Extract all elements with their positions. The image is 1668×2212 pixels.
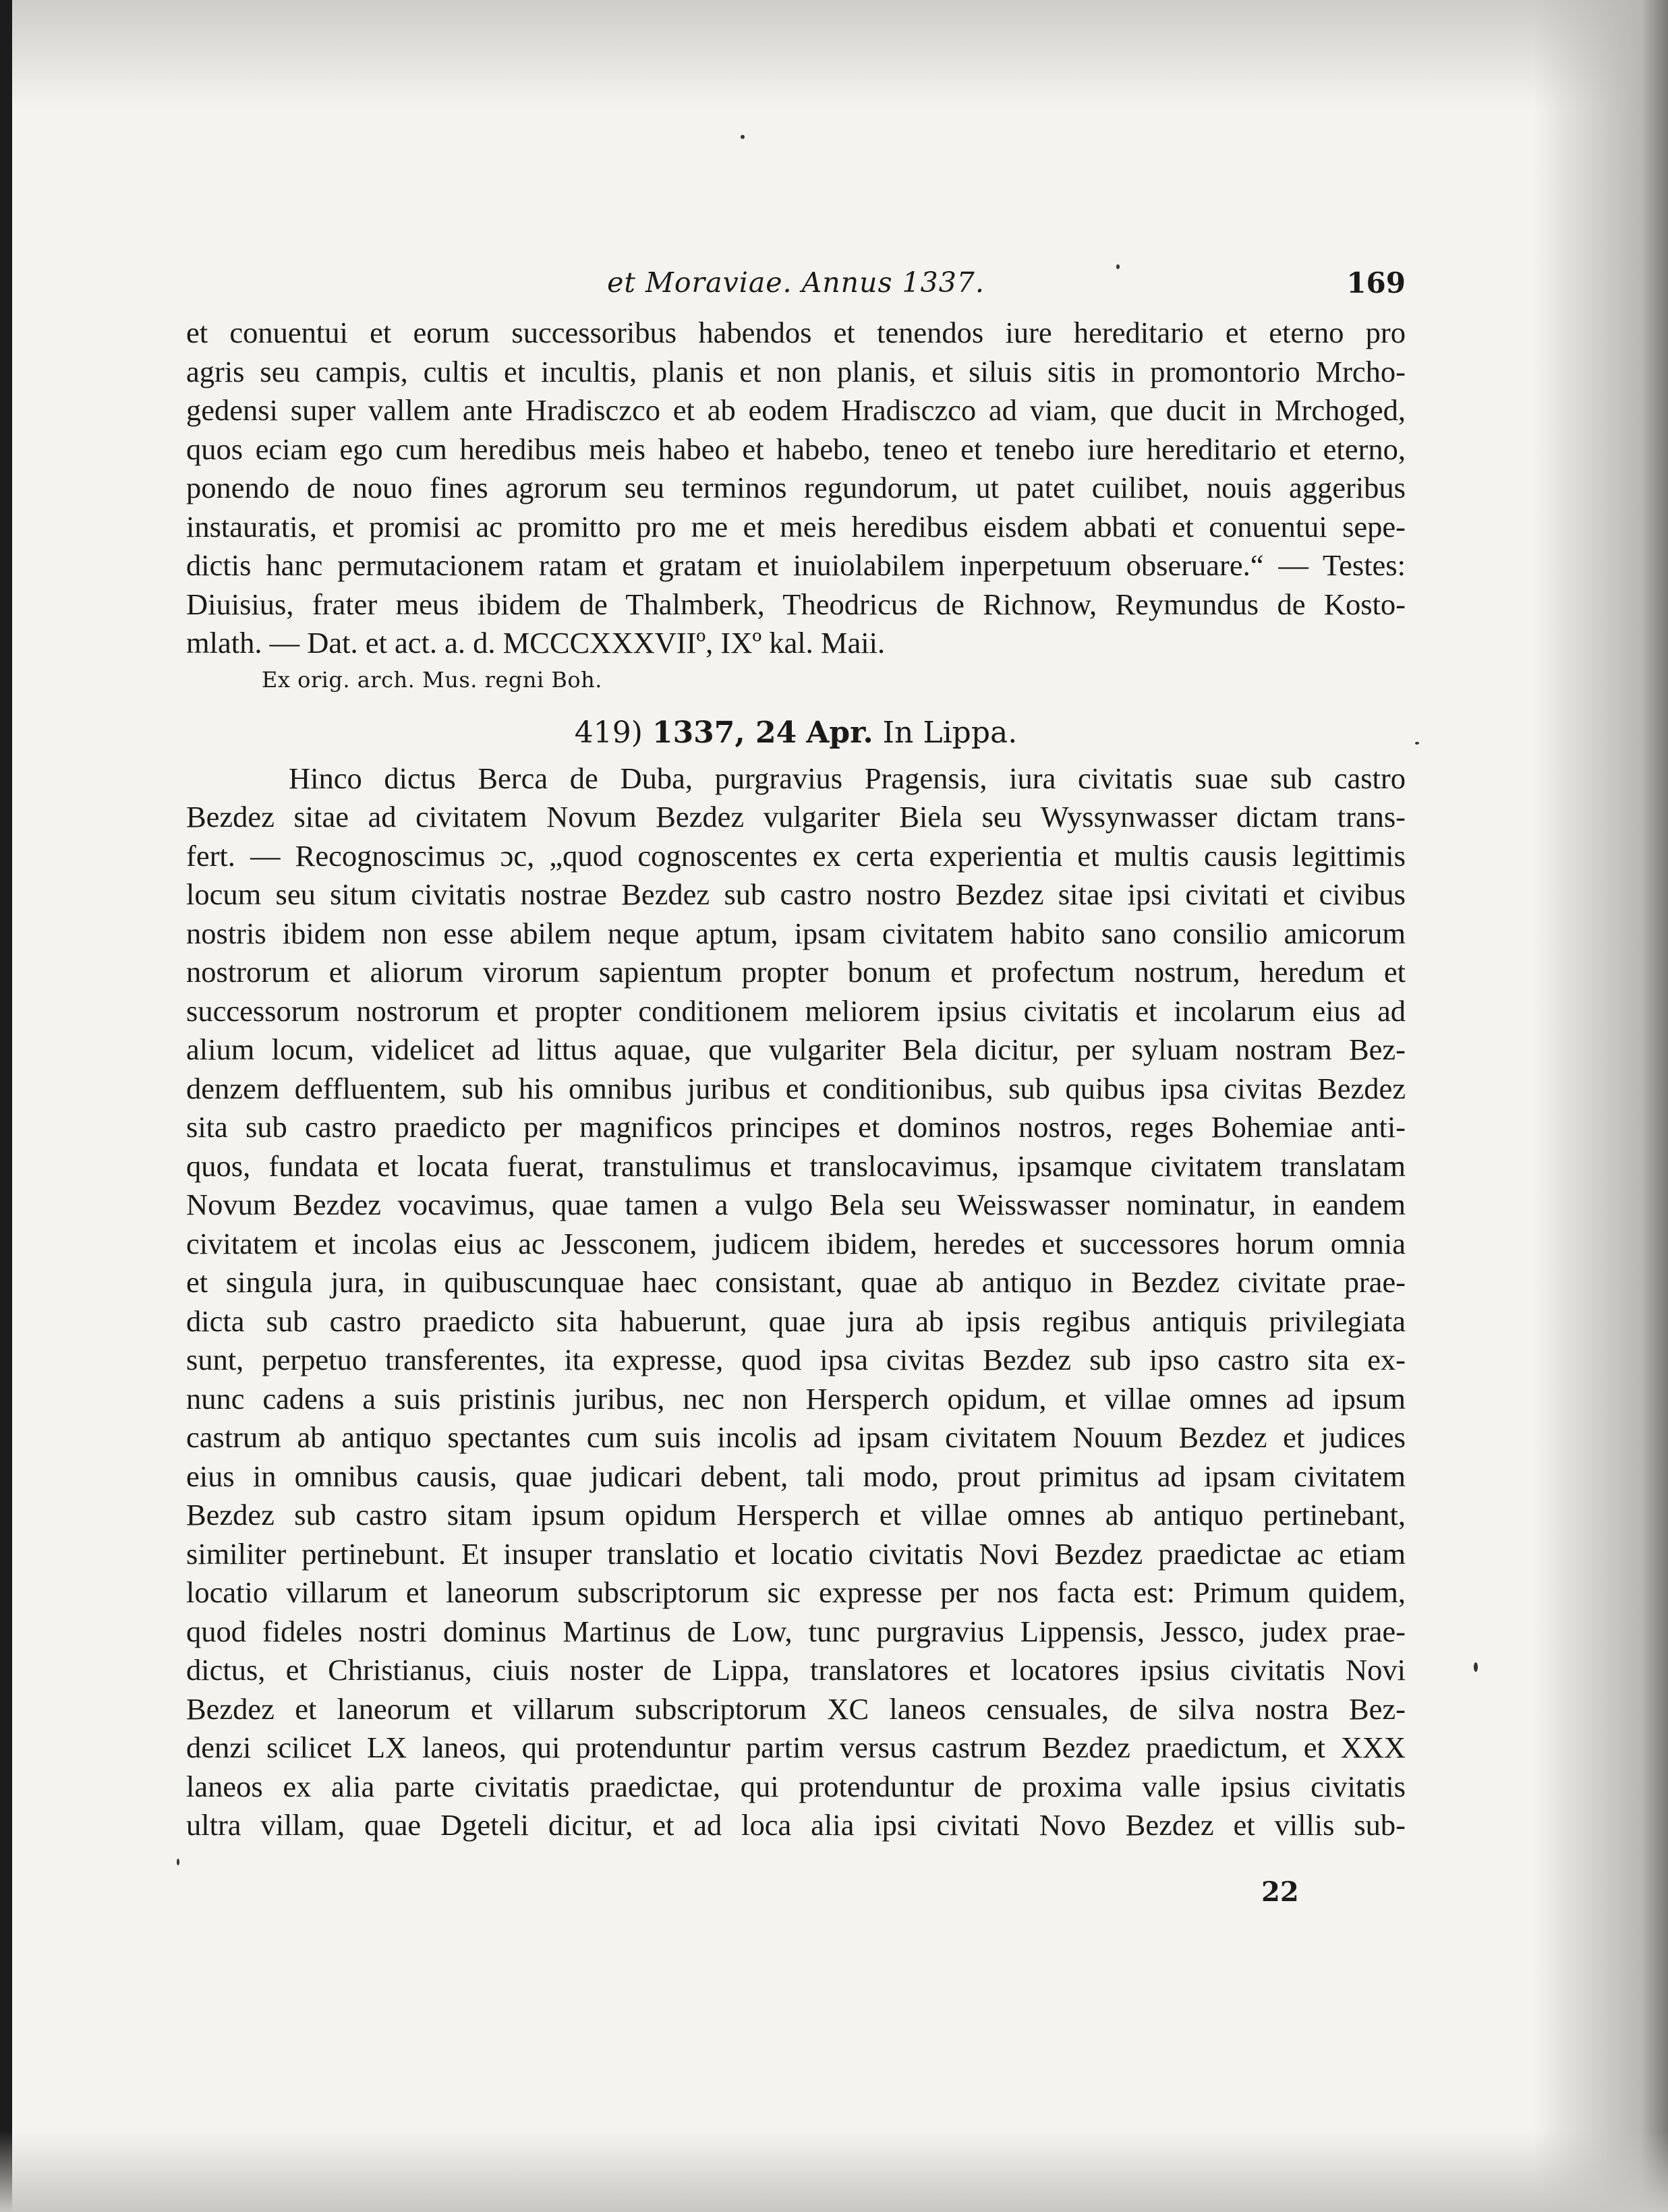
- running-title: et Moraviae. Annus 1337.: [607, 266, 985, 299]
- scan-speck: [1415, 742, 1419, 745]
- text-line: dictus, et Christianus, ciuis noster de Lippa, translatores et locatores ipsius civitatis Novi: [186, 1653, 1406, 1687]
- text-line: nunc cadens a suis pristinis juribus, nec non Hersperch opidum, et villae omnes ad ipsum: [186, 1381, 1406, 1416]
- text-line: locum seu situm civitatis nostrae Bezdez sub castro nostro Bezdez sitae ipsi civitati et civibus: [186, 877, 1406, 911]
- text-line: castrum ab antiquo spectantes cum suis incolis ad ipsam civitatem Nouum Bezdez et judices: [186, 1420, 1406, 1454]
- text-line: successorum nostrorum et propter conditionem meliorem ipsius civitatis et incolarum eius ad: [186, 993, 1406, 1028]
- text-line: Bezdez sub castro sitam ipsum opidum Hersperch et villae omnes ab antiquo pertinebant,: [186, 1498, 1406, 1532]
- text-line: agris seu campis, cultis et incultis, planis et non planis, et siluis sitis in promontorio Mrcho-: [186, 354, 1406, 388]
- text-line: Diuisius, frater meus ibidem de Thalmberk, Theodricus de Richnow, Reymundus de Kosto-: [186, 587, 1406, 621]
- printed-page: [186, 266, 1406, 1845]
- text-line: fert. — Recognoscimus ɔc, „quod cognoscentes ex certa experientia et multis causis legittimis: [186, 838, 1406, 873]
- document-date: 1337, 24: [652, 715, 797, 750]
- document-place: In Lippa.: [882, 715, 1018, 750]
- scan-speck: [177, 1859, 179, 1865]
- text-line: nostris ibidem non esse abilem neque aptum, ipsam civitatem habito sano consilio amicorum: [186, 916, 1406, 950]
- text-line: alium locum, videlicet ad littus aquae, que vulgariter Bela dicitur, per syluam nostram Bez-: [186, 1032, 1406, 1066]
- scan-edge-left: [0, 0, 12, 2212]
- text-line: locatio villarum et laneorum subscriptorum sic expresse per nos facta est: Primum quidem,: [186, 1575, 1406, 1609]
- text-line: sita sub castro praedicto per magnificos principes et dominos nostros, reges Bohemiae anti-: [186, 1110, 1406, 1144]
- scan-speck: [741, 135, 745, 139]
- document-month: Apr.: [806, 715, 873, 750]
- running-head: [186, 266, 1406, 314]
- text-line: quos eciam ego cum heredibus meis habeo et habebo, teneo et tenebo iure hereditario et eterno,: [186, 432, 1406, 466]
- text-line: dictis hanc permutacionem ratam et gratam et inuiolabilem inperpetuum obseruare.“ — Testes:: [186, 548, 1406, 582]
- text-line: et conuentui et eorum successoribus habendos et tenendos iure hereditario et eterno pro: [186, 316, 1406, 349]
- text-line: denzi scilicet LX laneos, qui protenduntur partim versus castrum Bezdez praedictum, et XXX: [186, 1730, 1406, 1764]
- document-heading: [186, 716, 1406, 750]
- page-number: 169: [1346, 266, 1406, 299]
- text-line: similiter pertinebunt. Et insuper translatio et locatio civitatis Novi Bezdez praedictae ac etiam: [186, 1536, 1406, 1571]
- text-line: Novum Bezdez vocavimus, quae tamen a vulgo Bela seu Weisswasser nominatur, in eandem: [186, 1188, 1406, 1221]
- scan-shadow-bottom: [0, 2131, 1668, 2212]
- text-line: civitatem et incolas eius ac Jessconem, judicem ibidem, heredes et successores horum omnia: [186, 1226, 1406, 1260]
- text-line: Bezdez et laneorum et villarum subscriptorum XC laneos censuales, de silva nostra Bez-: [186, 1691, 1406, 1726]
- text-line: Hinco dictus Berca de Duba, purgravius Pragensis, iura civitatis suae sub castro: [289, 761, 1406, 795]
- text-line: nostrorum et aliorum virorum sapientum propter bonum et profectum nostrum, heredum et: [186, 955, 1406, 989]
- scan-shadow-right: [1533, 0, 1668, 2212]
- text-line: dicta sub castro praedicto sita habuerunt, quae jura ab ipsis regibus antiquis privilegiata: [186, 1304, 1406, 1338]
- text-line: et singula jura, in quibuscunquae haec consistant, quae ab antiquo in Bezdez civitate prae-: [186, 1265, 1406, 1299]
- text-line: denzem deffluentem, sub his omnibus juribus et conditionibus, sub quibus ipsa civitas Bezdez: [186, 1071, 1406, 1105]
- charter-body: [186, 759, 1406, 1845]
- scan-shadow-top: [0, 0, 1668, 108]
- source-note: Ex orig. arch. Mus. regni Boh.: [262, 666, 602, 693]
- text-line: eius in omnibus causis, quae judicari debent, tali modo, prout primitus ad ipsam civitatem: [186, 1459, 1406, 1493]
- text-line: instauratis, et promisi ac promitto pro me et meis heredibus eisdem abbati et conuentui sepe-: [186, 509, 1406, 544]
- text-line: ultra villam, quae Dgeteli dicitur, et ad loca alia ipsi civitati Novo Bezdez et villis sub-: [186, 1808, 1406, 1842]
- signature-mark: 22: [1261, 1876, 1299, 1908]
- scan-speck: [1116, 264, 1120, 269]
- text-line: Bezdez sitae ad civitatem Novum Bezdez vulgariter Biela seu Wyssynwasser dictam trans-: [186, 800, 1406, 834]
- text-line: gedensi super vallem ante Hradisczco et ab eodem Hradisczco ad viam, que ducit in Mrchoged,: [186, 393, 1406, 427]
- text-line: sunt, perpetuo transferentes, ita expresse, quod ipsa civitas Bezdez sub ipso castro sita ex-: [186, 1343, 1406, 1376]
- text-line: mlath. — Dat. et act. a. d. MCCCXXXVIIº, IXº kal. Maii.: [186, 626, 886, 660]
- document-number: 419): [574, 715, 643, 750]
- text-line: quos, fundata et locata fuerat, transtulimus et translocavimus, ipsamque civitatem translatam: [186, 1148, 1406, 1183]
- text-line: quod fideles nostri dominus Martinus de Low, tunc purgravius Lippensis, Jessco, judex prae-: [186, 1614, 1406, 1648]
- text-line: laneos ex alia parte civitatis praedictae, qui protenduntur de proxima valle ipsius civitatis: [186, 1769, 1406, 1803]
- continuation-paragraph: [186, 314, 1406, 663]
- scan-speck: [1474, 1662, 1478, 1672]
- text-line: ponendo de nouo fines agrorum seu terminos regundorum, ut patet cuilibet, nouis aggeribus: [186, 471, 1406, 504]
